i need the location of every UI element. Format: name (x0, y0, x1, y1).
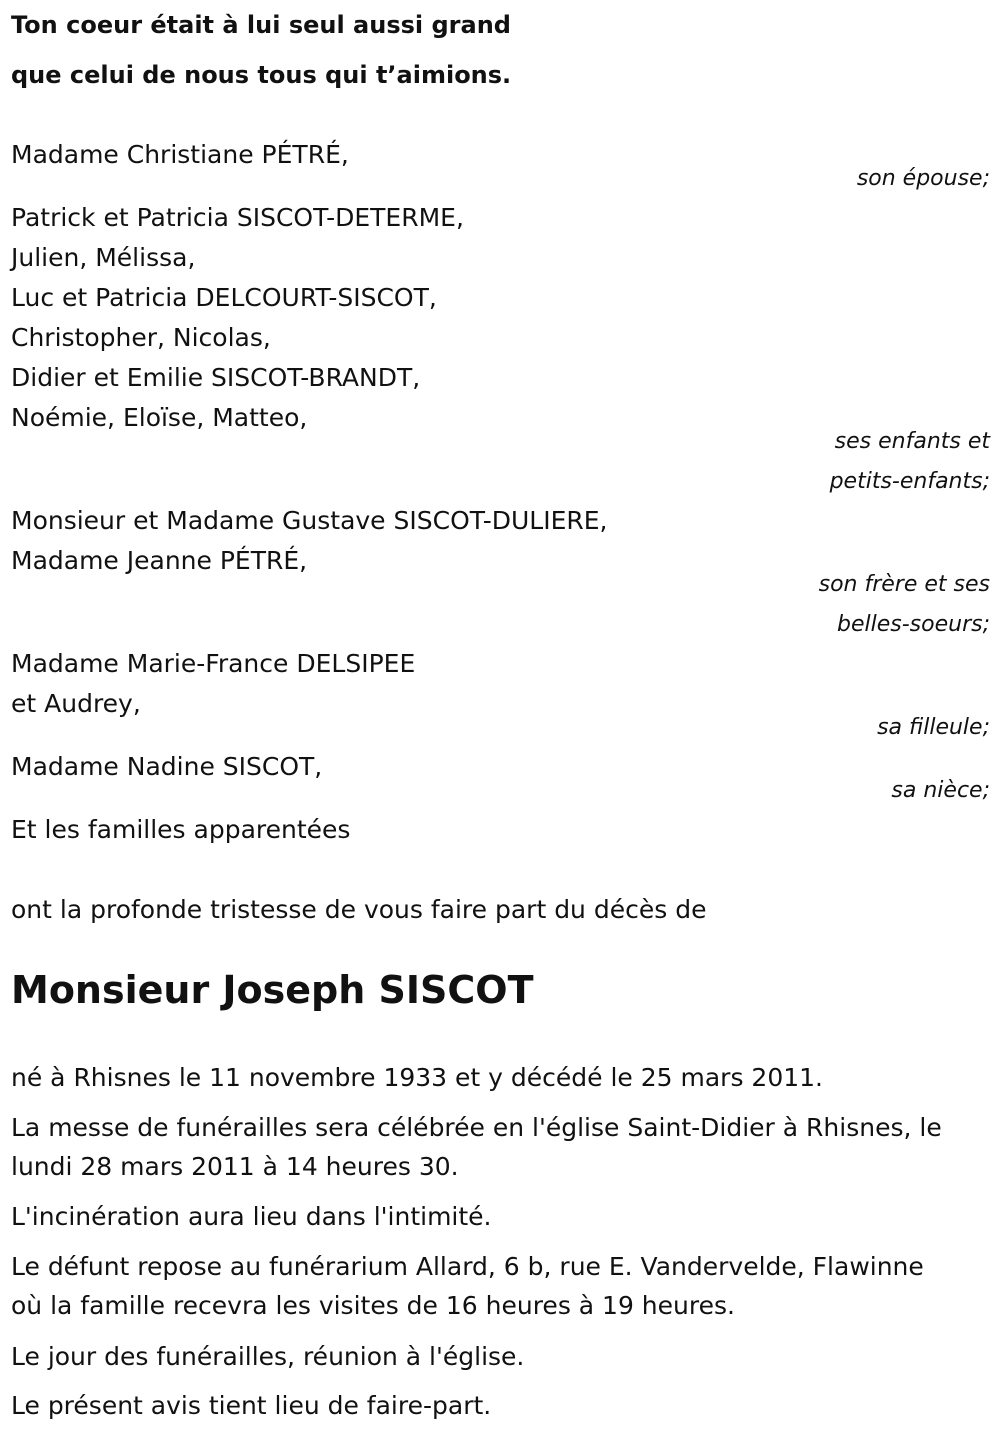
family-member: Noémie, Eloïse, Matteo, (11, 403, 308, 432)
family-member: Madame Jeanne PÉTRÉ, (11, 546, 308, 575)
epigraph-line: que celui de nous tous qui t’aimions. (11, 61, 512, 89)
announcement-text: ont la profonde tristesse de vous faire part du décès de (11, 895, 707, 924)
relation-label: sa filleule; (877, 715, 990, 740)
birth-death-text: né à Rhisnes le 11 novembre 1933 et y décédé le 25 mars 2011. (11, 1063, 823, 1092)
family-member: Didier et Emilie SISCOT-BRANDT, (11, 363, 421, 392)
meeting-text: Le jour des funérailles, réunion à l'église. (11, 1342, 525, 1371)
relation-label: ses enfants et (834, 429, 990, 454)
family-member: Madame Marie-France DELSIPEE (11, 649, 416, 678)
family-member: Patrick et Patricia SISCOT-DETERME, (11, 203, 464, 232)
family-member: Julien, Mélissa, (11, 243, 196, 272)
relation-label: petits-enfants; (829, 469, 990, 494)
family-member: et Audrey, (11, 689, 141, 718)
family-member: Christopher, Nicolas, (11, 323, 271, 352)
rest-text: où la famille recevra les visites de 16 heures à 19 heures. (11, 1291, 735, 1320)
mass-text: lundi 28 mars 2011 à 14 heures 30. (11, 1152, 459, 1181)
relation-label: son épouse; (856, 166, 990, 191)
relation-label: belles-soeurs; (837, 612, 990, 637)
relation-label: sa nièce; (891, 778, 990, 803)
family-member: Luc et Patricia DELCOURT-SISCOT, (11, 283, 437, 312)
relation-label: son frère et ses (818, 572, 990, 597)
family-member: Madame Nadine SISCOT, (11, 752, 323, 781)
family-member: Madame Christiane PÉTRÉ, (11, 140, 349, 169)
cremation-text: L'incinération aura lieu dans l'intimité. (11, 1202, 492, 1231)
mass-text: La messe de funérailles sera célébrée en l'église Saint-Didier à Rhisnes, le (11, 1113, 942, 1142)
deceased-name: Monsieur Joseph SISCOT (11, 968, 534, 1012)
family-others: Et les familles apparentées (11, 815, 351, 844)
rest-text: Le défunt repose au funérarium Allard, 6 b, rue E. Vandervelde, Flawinne (11, 1252, 924, 1281)
epigraph-line: Ton coeur était à lui seul aussi grand (11, 11, 511, 39)
family-member: Monsieur et Madame Gustave SISCOT-DULIERE, (11, 506, 608, 535)
notice-text: Le présent avis tient lieu de faire-part. (11, 1391, 492, 1420)
